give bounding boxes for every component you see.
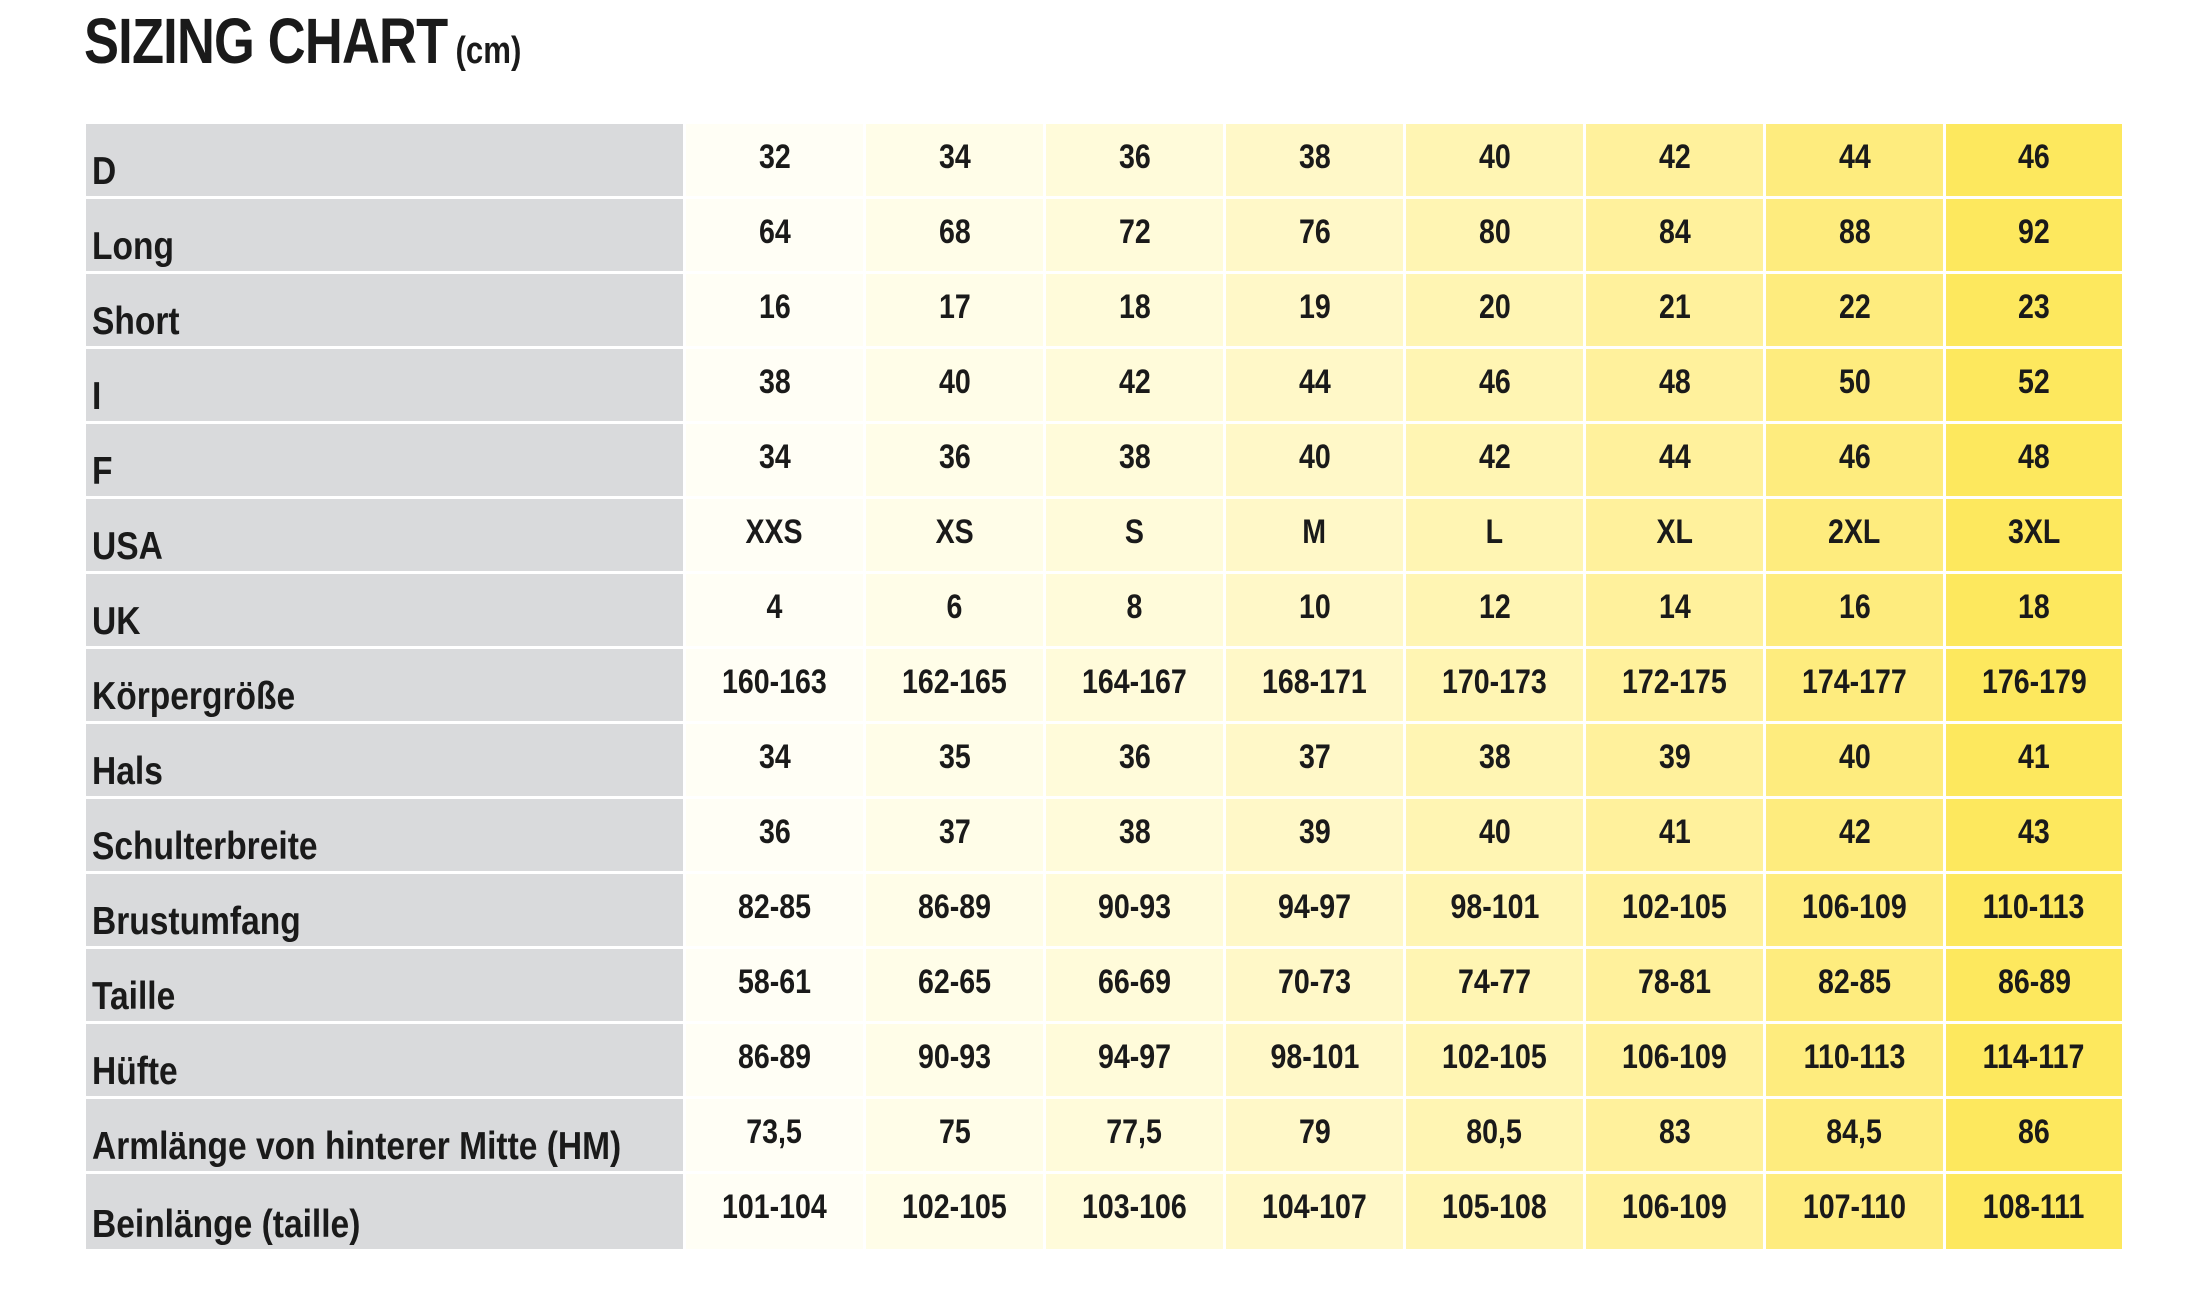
size-value: 6 — [946, 588, 963, 626]
size-value: 48 — [1658, 363, 1691, 401]
size-value: 42 — [1478, 438, 1511, 476]
size-value: XS — [935, 513, 974, 551]
size-cell — [1226, 874, 1406, 949]
size-value: 70-73 — [1277, 963, 1352, 1001]
size-cell — [1226, 349, 1406, 424]
size-value: 44 — [1658, 438, 1691, 476]
size-cell — [686, 949, 866, 1024]
row-label: I — [92, 375, 102, 418]
size-cell — [1406, 799, 1586, 874]
row-label-cell — [86, 274, 686, 349]
size-value: 16 — [1838, 588, 1871, 626]
size-cell — [1766, 1174, 1946, 1249]
sizing-table — [86, 124, 2122, 1249]
size-cell — [1946, 1099, 2122, 1174]
size-value: 12 — [1478, 588, 1511, 626]
size-cell — [686, 1024, 866, 1099]
row-label: D — [92, 150, 117, 193]
size-cell — [1946, 874, 2122, 949]
size-value: 106-109 — [1802, 888, 1907, 926]
size-value: 34 — [758, 738, 791, 776]
sizing-table-body — [86, 124, 2122, 1249]
size-cell — [1586, 1099, 1766, 1174]
size-value: XXS — [745, 513, 804, 551]
size-value: 62-65 — [917, 963, 992, 1001]
unit-label: (cm) — [455, 30, 522, 72]
size-cell — [1946, 424, 2122, 499]
size-value: 36 — [1118, 738, 1151, 776]
size-cell — [1586, 724, 1766, 799]
size-value: L — [1485, 513, 1504, 551]
size-cell — [1946, 724, 2122, 799]
table-row — [86, 649, 2122, 724]
size-cell — [1406, 199, 1586, 274]
size-value: 40 — [1838, 738, 1871, 776]
size-cell — [1586, 499, 1766, 574]
size-cell — [686, 649, 866, 724]
size-value: 86-89 — [1997, 963, 2071, 1001]
size-value: 102-105 — [1442, 1038, 1547, 1076]
size-cell — [1406, 499, 1586, 574]
row-label: Brustumfang — [92, 900, 301, 943]
size-value: 18 — [1118, 288, 1151, 326]
size-value: 40 — [1298, 438, 1331, 476]
size-value: 73,5 — [746, 1113, 803, 1151]
row-label: Hals — [92, 750, 163, 793]
size-cell — [1946, 199, 2122, 274]
size-value: 82-85 — [1817, 963, 1892, 1001]
row-label-cell — [86, 349, 686, 424]
size-cell — [1046, 274, 1226, 349]
size-value: 168-171 — [1262, 663, 1367, 701]
size-cell — [866, 649, 1046, 724]
size-cell — [866, 1099, 1046, 1174]
size-value: 14 — [1658, 588, 1691, 626]
size-value: 4 — [766, 588, 783, 626]
size-value: 79 — [1298, 1113, 1331, 1151]
row-label-cell — [86, 799, 686, 874]
size-value: 106-109 — [1622, 1188, 1727, 1226]
size-value: 94-97 — [1097, 1038, 1172, 1076]
size-value: 46 — [1838, 438, 1871, 476]
row-label-cell — [86, 874, 686, 949]
size-cell — [1406, 1174, 1586, 1249]
size-value: 40 — [1478, 138, 1511, 176]
title-text: SIZING CHART — [84, 5, 448, 77]
size-value: 80,5 — [1466, 1113, 1523, 1151]
table-row — [86, 724, 2122, 799]
size-cell — [1766, 574, 1946, 649]
size-value: 40 — [1478, 813, 1511, 851]
size-cell — [1226, 274, 1406, 349]
size-cell — [1046, 874, 1226, 949]
size-value: 78-81 — [1637, 963, 1712, 1001]
row-label: Beinlänge (taille) — [92, 1203, 361, 1246]
size-cell — [686, 424, 866, 499]
size-cell — [1406, 724, 1586, 799]
row-label-cell — [86, 199, 686, 274]
row-label-cell — [86, 1174, 686, 1249]
table-row — [86, 949, 2122, 1024]
size-value: 74-77 — [1457, 963, 1532, 1001]
size-value: 72 — [1118, 213, 1151, 251]
size-cell — [1046, 799, 1226, 874]
size-value: 105-108 — [1442, 1188, 1547, 1226]
size-cell — [686, 574, 866, 649]
size-cell — [1766, 349, 1946, 424]
size-value: 44 — [1838, 138, 1871, 176]
size-value: 86-89 — [917, 888, 992, 926]
size-cell — [1766, 499, 1946, 574]
size-cell — [1046, 1099, 1226, 1174]
size-value: 172-175 — [1622, 663, 1727, 701]
size-value: 39 — [1658, 738, 1691, 776]
table-row — [86, 1099, 2122, 1174]
row-label: Schulterbreite — [92, 825, 318, 868]
size-value: 38 — [1118, 438, 1151, 476]
size-cell — [1046, 499, 1226, 574]
size-value: 84 — [1658, 213, 1691, 251]
size-cell — [686, 499, 866, 574]
size-value: 83 — [1658, 1113, 1691, 1151]
row-label-cell — [86, 499, 686, 574]
size-value: 19 — [1298, 288, 1331, 326]
size-cell — [1226, 649, 1406, 724]
size-value: 90-93 — [917, 1038, 992, 1076]
size-value: 23 — [2018, 288, 2050, 326]
size-value: 34 — [938, 138, 971, 176]
size-cell — [1766, 874, 1946, 949]
table-row — [86, 499, 2122, 574]
size-cell — [866, 274, 1046, 349]
row-label-cell — [86, 574, 686, 649]
size-cell — [1406, 424, 1586, 499]
size-cell — [1046, 349, 1226, 424]
size-value: 41 — [1658, 813, 1691, 851]
table-row — [86, 349, 2122, 424]
table-row — [86, 424, 2122, 499]
size-value: 36 — [1118, 138, 1151, 176]
size-cell — [1586, 574, 1766, 649]
size-cell — [686, 724, 866, 799]
size-value: 86-89 — [737, 1038, 812, 1076]
size-value: 90-93 — [1097, 888, 1172, 926]
size-value: 32 — [758, 138, 791, 176]
size-cell — [1946, 274, 2122, 349]
size-cell — [1766, 199, 1946, 274]
size-cell — [1586, 949, 1766, 1024]
size-cell — [1406, 874, 1586, 949]
size-value: 43 — [2018, 813, 2050, 851]
size-cell — [686, 274, 866, 349]
size-cell — [1946, 499, 2122, 574]
size-value: 58-61 — [737, 963, 812, 1001]
size-cell — [1046, 574, 1226, 649]
size-cell — [1406, 274, 1586, 349]
size-value: 162-165 — [902, 663, 1007, 701]
row-label: Armlänge von hinterer Mitte (HM) — [92, 1125, 622, 1168]
size-cell — [686, 1099, 866, 1174]
size-value: 52 — [2018, 363, 2050, 401]
size-cell — [866, 1024, 1046, 1099]
size-value: 75 — [938, 1113, 971, 1151]
size-cell — [1046, 724, 1226, 799]
size-cell — [1046, 949, 1226, 1024]
size-value: 8 — [1126, 588, 1143, 626]
size-value: 84,5 — [1826, 1113, 1883, 1151]
size-cell — [866, 799, 1046, 874]
size-cell — [1226, 1024, 1406, 1099]
size-value: 2XL — [1828, 513, 1881, 551]
size-value: 164-167 — [1082, 663, 1187, 701]
size-value: 38 — [1298, 138, 1331, 176]
size-value: 34 — [758, 438, 791, 476]
size-cell — [1586, 649, 1766, 724]
size-value: 17 — [938, 288, 971, 326]
size-cell — [1586, 1174, 1766, 1249]
size-cell — [866, 499, 1046, 574]
size-cell — [866, 349, 1046, 424]
size-cell — [686, 1174, 866, 1249]
size-value: 170-173 — [1442, 663, 1547, 701]
table-row — [86, 124, 2122, 199]
table-row — [86, 874, 2122, 949]
size-cell — [1586, 124, 1766, 199]
size-value: 98-101 — [1270, 1038, 1359, 1076]
size-value: 106-109 — [1622, 1038, 1727, 1076]
size-cell — [1766, 424, 1946, 499]
size-cell — [686, 124, 866, 199]
size-cell — [1946, 649, 2122, 724]
size-value: 36 — [758, 813, 791, 851]
size-value: S — [1124, 513, 1145, 551]
table-row — [86, 274, 2122, 349]
size-value: 64 — [758, 213, 791, 251]
table-row — [86, 799, 2122, 874]
size-cell — [1766, 799, 1946, 874]
table-row — [86, 1174, 2122, 1249]
size-value: 44 — [1298, 363, 1331, 401]
size-cell — [1406, 124, 1586, 199]
size-cell — [1586, 199, 1766, 274]
size-cell — [866, 724, 1046, 799]
size-value: 86 — [2018, 1113, 2050, 1151]
size-value: XL — [1656, 513, 1693, 551]
size-cell — [1046, 199, 1226, 274]
size-value: 94-97 — [1277, 888, 1352, 926]
size-value: 42 — [1118, 363, 1151, 401]
size-cell — [1406, 574, 1586, 649]
size-cell — [1766, 649, 1946, 724]
size-cell — [1766, 949, 1946, 1024]
size-cell — [1406, 649, 1586, 724]
size-cell — [866, 199, 1046, 274]
size-cell — [1226, 499, 1406, 574]
size-cell — [1586, 274, 1766, 349]
size-value: 48 — [2018, 438, 2050, 476]
size-value: 38 — [1118, 813, 1151, 851]
size-value: 39 — [1298, 813, 1331, 851]
size-cell — [1946, 949, 2122, 1024]
size-value: 16 — [758, 288, 791, 326]
size-value: 35 — [938, 738, 971, 776]
table-row — [86, 1024, 2122, 1099]
size-cell — [1946, 124, 2122, 199]
row-label: USA — [92, 525, 163, 568]
size-value: 82-85 — [737, 888, 812, 926]
size-cell — [686, 799, 866, 874]
row-label: F — [92, 450, 113, 493]
size-value: 104-107 — [1262, 1188, 1367, 1226]
size-cell — [1946, 1174, 2122, 1249]
size-cell — [1586, 1024, 1766, 1099]
size-cell — [1946, 799, 2122, 874]
size-value: 114-117 — [1983, 1038, 2085, 1076]
size-value: 107-110 — [1802, 1188, 1907, 1226]
size-cell — [686, 349, 866, 424]
size-value: 88 — [1838, 213, 1871, 251]
size-cell — [1406, 1024, 1586, 1099]
row-label: Taille — [92, 975, 176, 1018]
size-cell — [1046, 424, 1226, 499]
size-cell — [1586, 349, 1766, 424]
size-value: 110-113 — [1983, 888, 2085, 926]
size-value: 37 — [1298, 738, 1331, 776]
size-cell — [866, 574, 1046, 649]
size-value: 174-177 — [1802, 663, 1907, 701]
size-cell — [866, 1174, 1046, 1249]
size-cell — [1946, 574, 2122, 649]
size-value: 36 — [938, 438, 971, 476]
size-cell — [866, 124, 1046, 199]
size-value: 38 — [1478, 738, 1511, 776]
row-label-cell — [86, 1024, 686, 1099]
size-value: 176-179 — [1981, 663, 2087, 701]
size-value: 102-105 — [1622, 888, 1727, 926]
size-value: 76 — [1298, 213, 1331, 251]
size-cell — [1046, 649, 1226, 724]
size-cell — [1766, 724, 1946, 799]
row-label-cell — [86, 649, 686, 724]
size-cell — [1766, 1099, 1946, 1174]
size-cell — [1226, 724, 1406, 799]
size-cell — [1226, 1174, 1406, 1249]
size-value: 103-106 — [1082, 1188, 1187, 1226]
table-row — [86, 574, 2122, 649]
size-value: 18 — [2018, 588, 2050, 626]
size-value: 38 — [758, 363, 791, 401]
size-cell — [1586, 799, 1766, 874]
size-cell — [1406, 949, 1586, 1024]
size-cell — [686, 199, 866, 274]
row-label-cell — [86, 424, 686, 499]
size-cell — [1046, 124, 1226, 199]
size-value: M — [1302, 513, 1327, 551]
size-value: 37 — [938, 813, 971, 851]
size-value: 77,5 — [1106, 1113, 1163, 1151]
size-value: 108-111 — [1983, 1188, 2085, 1226]
size-cell — [1406, 1099, 1586, 1174]
row-label: Short — [92, 300, 180, 343]
row-label-cell — [86, 724, 686, 799]
size-cell — [1766, 274, 1946, 349]
size-value: 22 — [1838, 288, 1871, 326]
size-value: 50 — [1838, 363, 1871, 401]
size-cell — [1226, 574, 1406, 649]
size-value: 68 — [938, 213, 971, 251]
size-value: 102-105 — [902, 1188, 1007, 1226]
size-value: 66-69 — [1097, 963, 1172, 1001]
size-value: 20 — [1478, 288, 1511, 326]
size-cell — [1946, 349, 2122, 424]
size-value: 21 — [1658, 288, 1691, 326]
row-label: Körpergröße — [92, 675, 296, 718]
size-cell — [1226, 424, 1406, 499]
row-label-cell — [86, 1099, 686, 1174]
size-value: 101-104 — [722, 1188, 827, 1226]
row-label: UK — [92, 600, 141, 643]
row-label: Hüfte — [92, 1050, 178, 1093]
size-value: 41 — [2018, 738, 2050, 776]
size-cell — [866, 949, 1046, 1024]
size-cell — [1586, 874, 1766, 949]
size-cell — [1586, 424, 1766, 499]
size-cell — [1046, 1174, 1226, 1249]
size-value: 3XL — [2007, 513, 2061, 551]
row-label: Long — [92, 225, 174, 268]
table-row — [86, 199, 2122, 274]
size-cell — [1226, 949, 1406, 1024]
size-cell — [1946, 1024, 2122, 1099]
size-cell — [1226, 199, 1406, 274]
size-cell — [866, 874, 1046, 949]
size-value: 42 — [1838, 813, 1871, 851]
page-title — [84, 4, 521, 78]
size-value: 46 — [2018, 138, 2050, 176]
size-cell — [686, 874, 866, 949]
size-cell — [866, 424, 1046, 499]
size-value: 92 — [2018, 213, 2050, 251]
size-cell — [1766, 124, 1946, 199]
size-cell — [1226, 1099, 1406, 1174]
size-value: 110-113 — [1803, 1038, 1906, 1076]
size-value: 42 — [1658, 138, 1691, 176]
size-cell — [1766, 1024, 1946, 1099]
size-cell — [1226, 799, 1406, 874]
size-value: 160-163 — [722, 663, 827, 701]
size-value: 40 — [938, 363, 971, 401]
size-cell — [1406, 349, 1586, 424]
row-label-cell — [86, 124, 686, 199]
size-cell — [1046, 1024, 1226, 1099]
size-value: 10 — [1298, 588, 1331, 626]
row-label-cell — [86, 949, 686, 1024]
size-value: 80 — [1478, 213, 1511, 251]
size-value: 46 — [1478, 363, 1511, 401]
size-value: 98-101 — [1450, 888, 1539, 926]
size-cell — [1226, 124, 1406, 199]
